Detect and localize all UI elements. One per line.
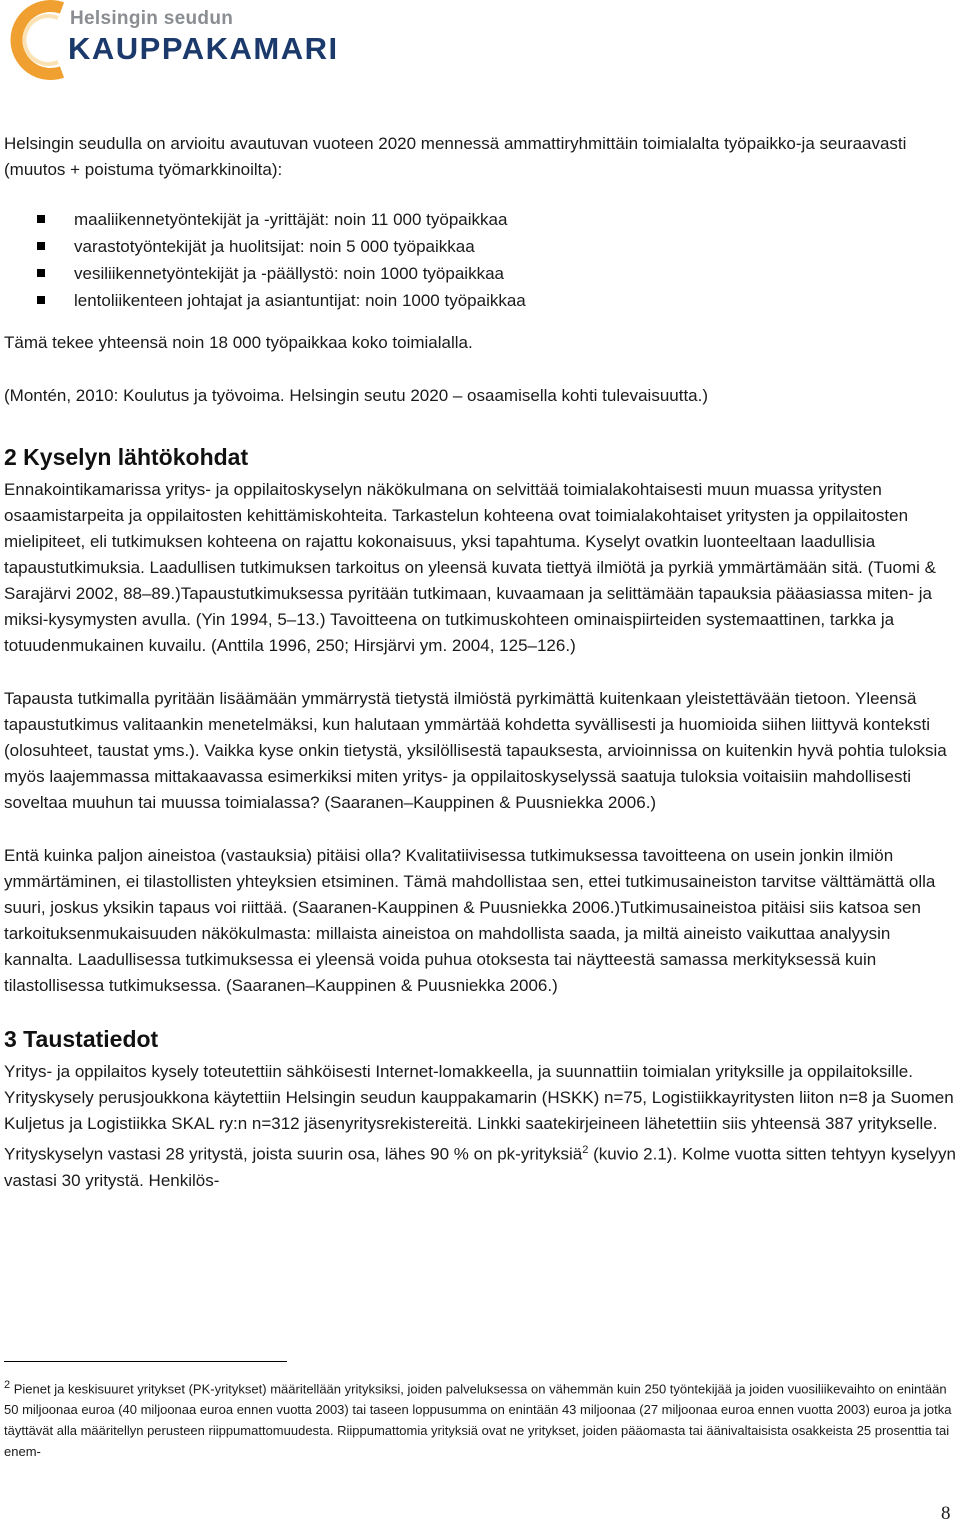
footnote-reference: 2 (582, 1144, 589, 1156)
chamber-logo (0, 0, 339, 80)
section-3-heading: 3 Taustatiedot (4, 1026, 159, 1052)
logo-text-line1: Helsingin seudun (70, 8, 234, 29)
source-citation: (Montén, 2010: Koulutus ja työvoima. Helsingin seutu 2020 – osaamisella kohti tulevaisuutta.) (4, 386, 709, 405)
list-item: varastotyöntekijät ja huolitsijat: noin 5 000 työpaikkaa (4, 233, 956, 260)
section-3-paragraph-1: Yritys- ja oppilaitos kysely toteutettiin sähköisesti Internet-lomakkeella, ja suunnattiin toimialan yrityksille ja oppilaitoksille. Yrityskysely perusjoukkona käytettiin Helsingin seudun kauppakamarin (HSKK) n=75, Logistiikkayritysten liiton n=8 ja Suomen Kuljetus ja Logistiikka SKAL ry:n n=312 jäsenyritysrekistereitä. Linkki saatekirjeineen lähetettiin siis yhteensä 387 yritykselle. Yrityskyselyn vastasi 28 yritystä, joista suurin osa, lähes 90 % on pk-yrityksiä$^2$ (kuvio 2.1). Kolme vuotta sitten tehtyyn kyselyyn vastasi 30 yritystä. Henkilös- (4, 1062, 956, 1190)
document-body (4, 131, 956, 1194)
intro-paragraph: Helsingin seudulla on arvioitu avautuvan vuoteen 2020 mennessä ammattiryhmittäin toimialalta työpaikko-ja seuraavasti (muutos + poistuma työmarkkinoilta): (4, 134, 907, 179)
footnote-text: Pienet ja keskisuuret yritykset (PK-yritykset) määritellään yrityksiksi, joiden palveluksessa on vähemmän kuin 250 työntekijää ja joiden vuosiliikevaihto on enintään 50 miljoonaa euroa (40 miljoonaa euroa ennen vuotta 2003) tai taseen loppusumma on enintään 43 miljoonaa (27 miljoonaa euroa ennen vuotta 2003) euroa ja jotka täyttävät alla määritellyn perusteen riippumattomuudesta. Riippumattomia yrityksiä ovat ne yritykset, joiden pääomasta tai äänivaltaisista osakkeista 25 prosenttia tai enem- (4, 1381, 952, 1460)
logo-text-line2: KAUPPAKAMARI (68, 31, 339, 66)
list-item: maaliikennetyöntekijät ja -yrittäjät: noin 11 000 työpaikkaa (4, 206, 956, 233)
page-number: 8 (941, 1503, 951, 1524)
square-bullet-icon (37, 215, 45, 223)
list-item: vesiliikennetyöntekijät ja -päällystö: noin 1000 työpaikkaa (4, 260, 956, 287)
employment-forecast-list (4, 206, 956, 314)
section-2-paragraph-3: Entä kuinka paljon aineistoa (vastauksia) pitäisi olla? Kvalitatiivisessa tutkimuksessa tavoitteena on usein jonkin ilmiön ymmärtäminen, ei tilastollisten yhteyksien etsiminen. Tämä mahdollistaa sen, ettei tutkimusaineiston tarvitse välttämättä olla suuri, joskus yksikin tapaus voi riittää. (Saaranen-Kauppinen & Puusniekka 2006.)Tutkimusaineistoa pitäisi siis katsoa sen tarkoituksenmukaisuuden näkökulmasta: millaista aineistoa on mahdollista saada, ja miltä aineisto vaikuttaa analyysin kannalta. Laadullisessa tutkimuksessa ei yleensä voida puhua otoksesta tai näytteestä samassa merkityksessä kuin tilastollisessa tutkimuksessa. (Saaranen–Kauppinen & Puusniekka 2006.) (4, 846, 936, 995)
square-bullet-icon (37, 296, 45, 304)
list-item: lentoliikenteen johtajat ja asiantuntijat: noin 1000 työpaikkaa (4, 287, 956, 314)
logo-c-mark-icon (0, 0, 70, 80)
square-bullet-icon (37, 269, 45, 277)
section-2-paragraph-1: Ennakointikamarissa yritys- ja oppilaitoskyselyn näkökulmana on selvittää toimialakohtaisesti muun muassa yritysten osaamistarpeita ja oppilaitosten kehittämiskohteita. Tarkastelun kohteena ovat toimialakohtaiset yritysten ja oppilaitosten mielipiteet, eli tutkimuksen kohteena on rajattu kokonaisuus, yksi tapahtuma. Kyselyt ovatkin luonteeltaan laadullisia tapaustutkimuksia. Laadullisen tutkimuksen tarkoitus on yleensä kuvata tiettyä ilmiötä ja pyrkiä ymmärtämään sitä. (Tuomi & Sarajärvi 2002, 88–89.)Tapaustutkimuksessa pyritään tutkimaan, kuvaamaan ja selittämään tapauksia pääasiassa miten- ja miksi-kysymysten avulla. (Yin 1994, 5–13.) Tavoitteena on tutkimuskohteen ominaispiirteiden systemaattinen, tarkka ja totuudenmukainen kuvailu. (Anttila 1996, 250; Hirsjärvi ym. 2004, 125–126.) (4, 480, 936, 655)
footnote (4, 1375, 954, 1462)
footnote-marker: 2 (4, 1379, 11, 1391)
total-paragraph: Tämä tekee yhteensä noin 18 000 työpaikkaa koko toimialalla. (4, 333, 473, 352)
footnote-divider (4, 1361, 287, 1362)
section-2-heading: 2 Kyselyn lähtökohdat (4, 444, 249, 470)
square-bullet-icon (37, 242, 45, 250)
section-2-paragraph-2: Tapausta tutkimalla pyritään lisäämään ymmärrystä tietystä ilmiöstä pyrkimättä kuitenkaan yleistettävään tietoon. Yleensä tapaustutkimus valitaankin menetelmäksi, kun halutaan ymmärtää kohdetta syvällisesti ja huomioida siihen liittyvä konteksti (olosuhteet, taustat yms.). Vaikka kyse onkin tietystä, yksilöllisestä tapauksesta, arvioinnissa on kuitenkin hyvä pohtia tuloksia myös laajemmassa mittakaavassa esimerkiksi miten yritys- ja oppilaitoskyselyssä saatuja tuloksia voitaisiin mahdollisesti soveltaa muuhun tai muussa toimialassa? (Saaranen–Kauppinen & Puusniekka 2006.) (4, 689, 947, 812)
